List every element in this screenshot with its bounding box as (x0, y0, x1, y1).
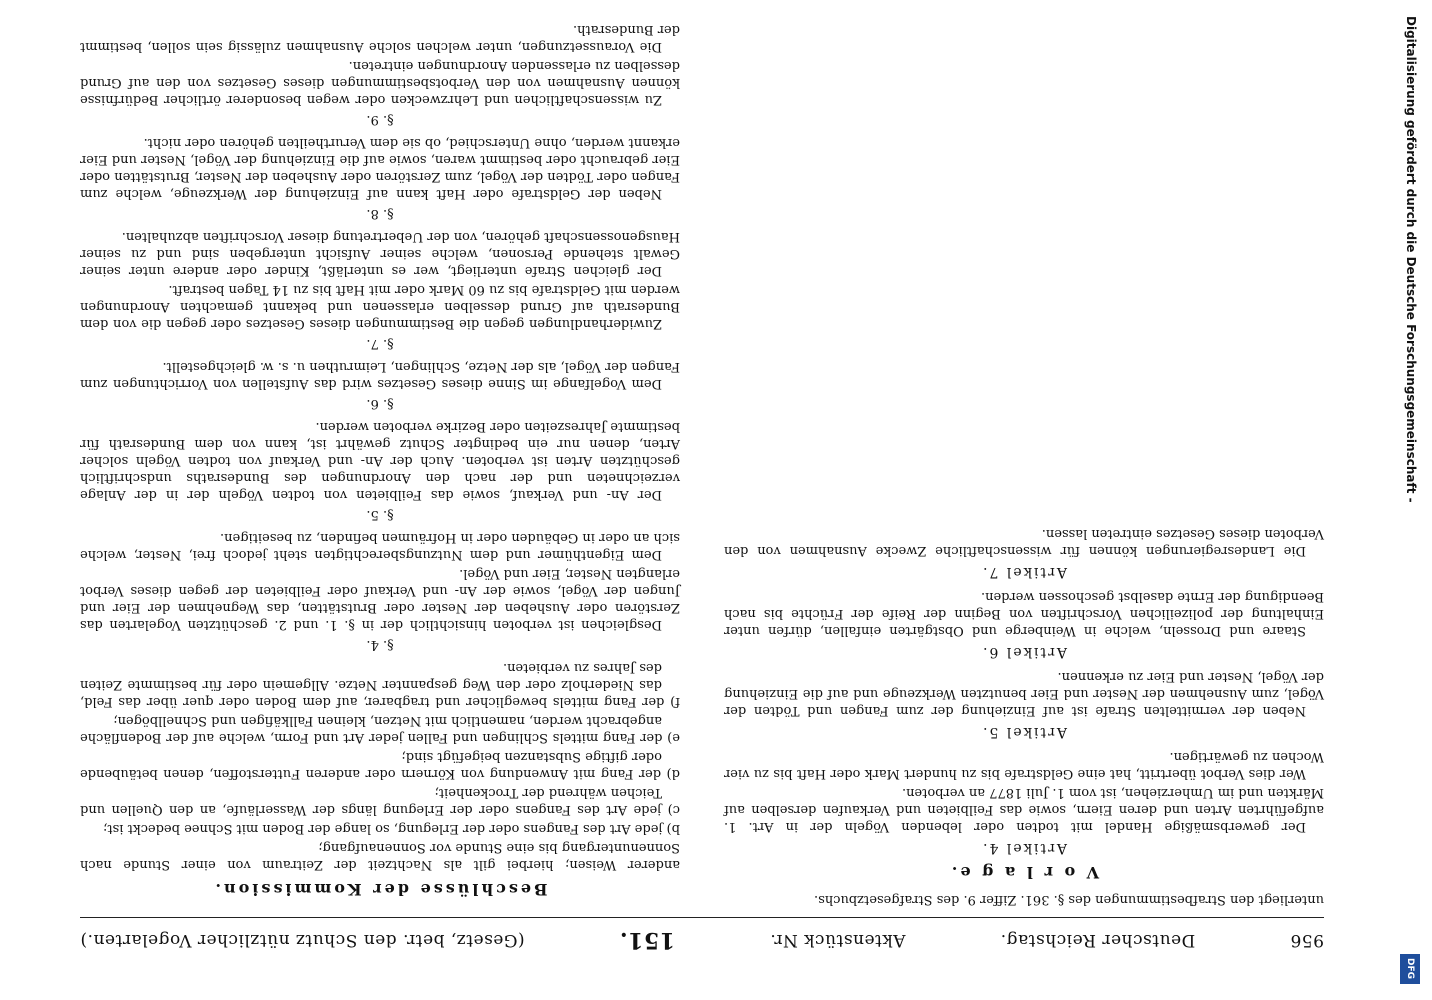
page-header (80, 917, 1324, 962)
dfg-logo: DFG (1400, 954, 1420, 984)
list-item-b: b) jede Art des Fangens oder der Erlegung, so lange der Boden mit Schnee bedeckt ist; (103, 821, 680, 836)
left-intro: unterliegt den Strafbestimmungen des §. 361. Ziffer 9. des Strafgesetzbuchs. (814, 892, 1324, 907)
article-5-heading: Artikel 5. (981, 724, 1067, 740)
commission-title: Beschlüsse der Kommission. (212, 880, 548, 899)
section-7-text-2: Der gleichen Strafe unterliegt, wer es unterläßt, Kinder oder andere unter seiner Gewalt stehende Personen, welche seiner Aufsicht untergeben sind und zu seiner Hausgenossenschaft gehören, von der Uebertretung dieser Vorschriften abzuhalten. (80, 229, 680, 278)
digitization-credit (1396, 16, 1426, 984)
section-5-text: Der An- und Verkauf, sowie das Feilbieten von todten Vögeln der in der Anlage verzeichneten und der nach den Anordnungen des Bundesraths undschriftlich geschützten Arten ist verboten. Auch der An- und Verkauf von todten Vögeln solcher Arten, denen nur ein bedingter Schutz gewährt ist, kann von dem Bundesrath für bestimmte Jahreszeiten oder Bezirke verboten werden. (80, 419, 680, 502)
section-4-text: Desgleichen ist verboten hinsichtlich der in §. 1. und 2. geschützten Vogelarten das Zerstören oder Ausheben der Nester oder Brutstätten, das Wegnehmen der Eier und Jungen der Vögel, sowie der An- und Verkauf oder Feilbieten der gegen dieses Verbot erlangten Nester, Eier und Vögel. (80, 566, 680, 632)
article-5-paragraph-1: Neben der vermittelten Strafe ist auf Einziehung der zum Fangen und Tödten der Vögel, zum Ausnehmen der Nester und Eier benutzten Werkzeuge und auf die Einziehung der Vögel, Nester und Eier zu erkennen. (724, 669, 1324, 718)
article-7-heading: Artikel 7. (981, 564, 1067, 580)
list-item-e: e) der Fang mittels Schlingen und Fallen jeder Art und Form, welche auf der Bodenfläche angebracht werden, namentlich mit Netzen, kleinen Fallkäfigen und Schnellbögen; (80, 713, 680, 745)
list-item-c: c) jede Art des Fangens oder der Erlegung längs der Wasserläufe, an den Quellen und Teichen während der Trockenheit; (80, 785, 680, 817)
issue-number: 151. (619, 927, 676, 953)
vorlage-title: V o r l a g e. (948, 863, 1100, 882)
law-subject: (Gesetz, betr. den Schutz nützlicher Vogelarten.) (80, 930, 525, 950)
article-4-paragraph-1: Der gewerbsmäßige Handel mit todten oder lebenden Vögeln der in Art. 1. aufgeführten Arten und deren Eiern, sowie das Feilbieten und Verkaufen derselben auf Märkten und im Umherziehen, ist vom 1. Juli 1877 an verboten. (724, 785, 1324, 834)
right-intro: anderer Weisen; hierbei gilt als Nachtzeit der Zeitraum von einer Stunde nach Sonnenuntergang bis eine Stunde vor Sonnenaufgang; (80, 840, 680, 872)
section-9-text: Zu wissenschaftlichen und Lehrzwecken oder wegen besonderer örtlicher Bedürfnisse können Ausnahmen von den Verbotsbestimmungen dieses Gesetzes von den auf Grund desselben zu erlassenden Anordnungen eintreten. (80, 58, 680, 107)
list-item-f: f) der Fang mittels beweglicher und tragbarer, auf dem Boden oder quer über das Feld, das Niederholz oder den Weg gespannter Netze. Allgemein oder für bestimmte Zeiten des Jahres zu verbieten. (80, 660, 680, 709)
credit-text: Digitalisierung gefördert durch die Deutsche Forschungsgemeinschaft - (1404, 16, 1418, 503)
section-7-sign: §. 7. (366, 336, 394, 351)
section-7-text: Zuwiderhandlungen gegen die Bestimmungen dieses Gesetzes oder gegen die von dem Bundesrath auf Grund desselben erlassenen und bekannt gemachten Anordnungen werden mit Geldstrafe bis zu 60 Mark oder mit Haft bis zu 14 Tagen bestraft. (80, 282, 680, 331)
article-4-heading: Artikel 4. (981, 840, 1067, 856)
rotated-page-content (80, 22, 1324, 962)
article-6-paragraph-1: Staare und Drosseln, welche in Weinberge und Obstgärten einfallen, dürfen unter Einhaltung der polizeilichen Vorschriften von Beginn der Reife der Früchte bis nach Beendigung der Ernte daselbst geschossen werden. (724, 589, 1324, 638)
section-6-sign: §. 6. (366, 396, 394, 411)
section-9-text-2: Die Voraussetzungen, unter welchen solche Ausnahmen zulässig sein sollen, bestimmt der Bundesrath. (80, 22, 680, 54)
publication-title: Deutscher Reichstag. (1000, 930, 1196, 950)
document-label: Aktenstück Nr. (769, 930, 906, 950)
right-column (80, 19, 680, 908)
section-8-text: Neben der Geldstrafe oder Haft kann auf Einziehung der Werkzeuge, welche zum Fangen oder Tödten der Vögel, zum Zerstören oder Ausheben der Nester, Brutstätten oder Eier gebraucht oder bestimmt waren, sowie auf die Einziehung der Vögel, Nester und Eier erkannt werden, ohne Unterschied, ob sie dem Verurtheilten gehören oder nicht. (80, 135, 680, 201)
section-8-sign: §. 8. (366, 206, 394, 221)
section-4-text-2: Dem Eigenthümer und dem Nutzungsberechtigten steht jedoch frei, Nester, welche sich an oder in Gebäuden oder in Hofräumen befinden, zu beseitigen. (80, 530, 680, 562)
section-5-sign: §. 5. (366, 507, 394, 522)
section-6-text: Dem Vogelfange im Sinne dieses Gesetzes wird das Aufstellen von Vorrichtungen zum Fangen der Vögel, als der Netze, Schlingen, Leimruthen u. s. w. gleichgestellt. (80, 359, 680, 391)
list-item-d: d) der Fang mit Anwendung von Körnern oder anderen Futterstoffen, denen betäubende oder giftige Substanzen beigefügt sind; (80, 749, 680, 781)
page-number: 956 (1290, 930, 1324, 950)
section-4-sign: §. 4. (366, 637, 394, 652)
article-6-heading: Artikel 6. (981, 644, 1067, 660)
article-7-paragraph-1: Die Landesregierungen können für wissenschaftliche Zwecke Ausnahmen von den Verboten dieses Gesetzes eintreten lassen. (724, 526, 1324, 558)
left-column (724, 523, 1324, 908)
article-4-paragraph-2: Wer dies Verbot übertritt, hat eine Geldstrafe bis zu hundert Mark oder Haft bis zu vier Wochen zu gewärtigen. (724, 749, 1324, 781)
section-9-sign: §. 9. (366, 112, 394, 127)
